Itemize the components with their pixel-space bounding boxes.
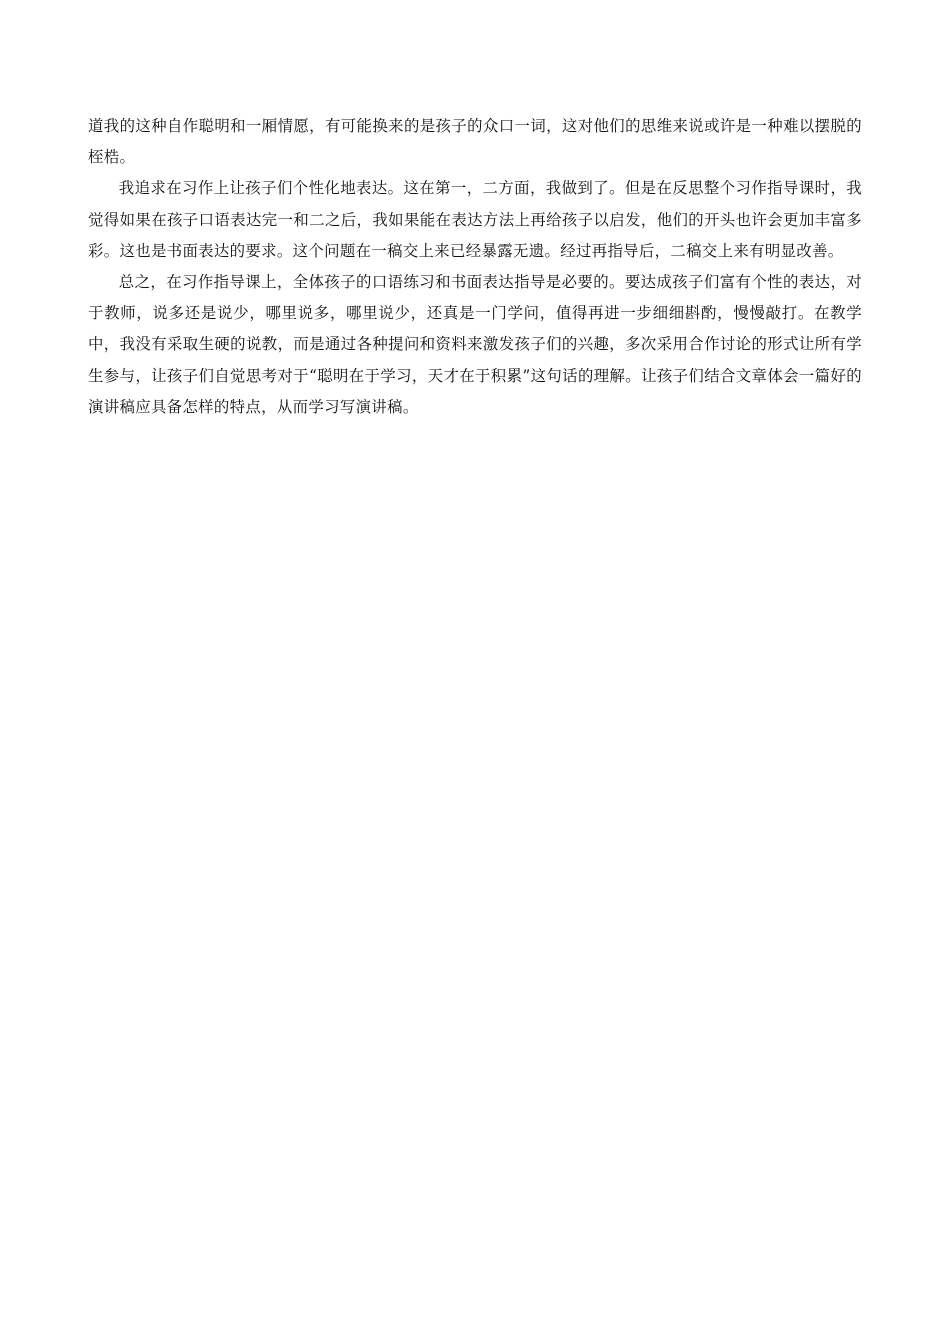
paragraph-continuation: 道我的这种自作聪明和一厢情愿，有可能换来的是孩子的众口一词，这对他们的思维来说或许是一种难以摆脱的桎梏。 bbox=[88, 117, 862, 167]
paragraph-reflection: 我追求在习作上让孩子们个性化地表达。这在第一，二方面，我做到了。但是在反思整个习作指导课时，我觉得如果在孩子口语表达完一和二之后，我如果能在表达方法上再给孩子以启发，他们的开头也许会更加丰富多彩。这也是书面表达的要求。这个问题在一稿交上来已经暴露无遗。经过再指导后，二稿交上来有明显改善。 bbox=[88, 179, 862, 260]
document-body bbox=[88, 111, 862, 423]
paragraph-conclusion: 总之，在习作指导课上，全体孩子的口语练习和书面表达指导是必要的。要达成孩子们富有个性的表达，对于教师，说多还是说少，哪里说多，哪里说少，还真是一门学问，值得再进一步细细斟酌，慢慢敲打。在教学中，我没有采取生硬的说教，而是通过各种提问和资料来激发孩子们的兴趣，多次采用合作讨论的形式让所有学生参与，让孩子们自觉思考对于“聪明在于学习，天才在于积累”这句话的理解。让孩子们结合文章体会一篇好的演讲稿应具备怎样的特点，从而学习写演讲稿。 bbox=[88, 273, 862, 416]
